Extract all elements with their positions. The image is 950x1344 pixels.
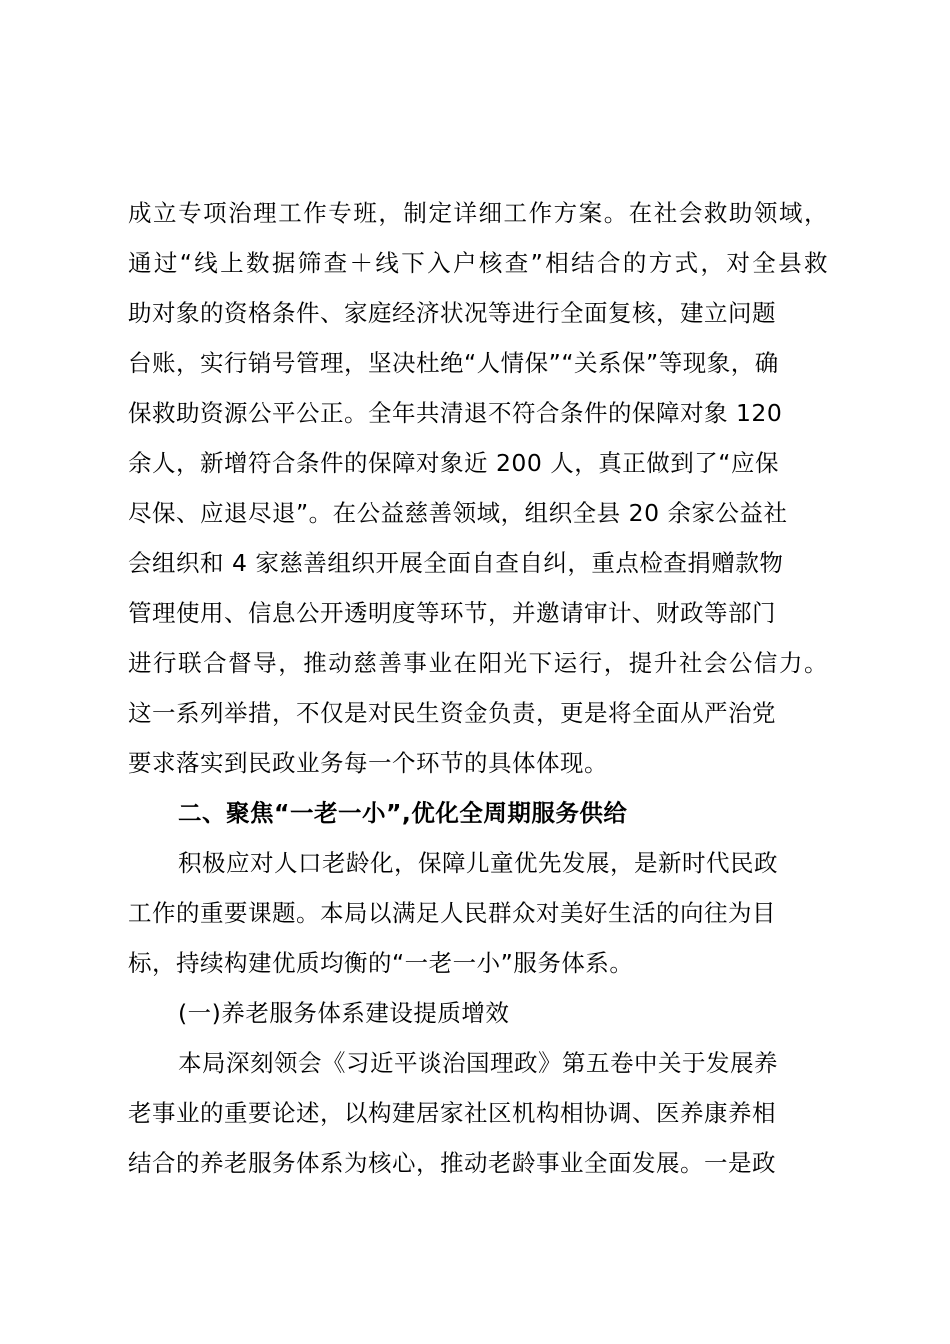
body-line-2: 通过“线上数据筛查＋线下入户核查”相结合的方式，对全县救 (128, 249, 828, 277)
body-line-9: 管理使用、信息公开透明度等环节，并邀请审计、财政等部门 (128, 599, 776, 627)
body-line-20: 结合的养老服务体系为核心，推动老龄事业全面发展。一是政 (128, 1149, 776, 1177)
body-line-7: 尽保、应退尽退”。在公益慈善领域，组织全县 20 余家公益社 (128, 499, 788, 527)
body-line-19: 老事业的重要论述，以构建居家社区机构相协调、医养康养相 (128, 1099, 776, 1127)
body-line-10: 进行联合督导，推动慈善事业在阳光下运行，提升社会公信力。 (128, 649, 828, 677)
subsection-heading: (一)养老服务体系建设提质增效 (178, 999, 510, 1027)
body-line-5: 保救助资源公平公正。全年共清退不符合条件的保障对象 120 (128, 399, 783, 427)
body-line-18: 本局深刻领会《习近平谈治国理政》第五卷中关于发展养 (178, 1049, 778, 1077)
body-line-16: 标，持续构建优质均衡的“一老一小”服务体系。 (128, 949, 634, 977)
body-line-8: 会组织和 4 家慈善组织开展全面自查自纠，重点检查捐赠款物 (128, 549, 784, 577)
body-line-3: 助对象的资格条件、家庭经济状况等进行全面复核，建立问题 (128, 299, 776, 327)
body-line-1: 成立专项治理工作专班，制定详细工作方案。在社会救助领域， (128, 199, 828, 227)
body-line-6: 余人，新增符合条件的保障对象近 200 人，真正做到了“应保 (128, 449, 779, 477)
body-line-15: 工作的重要课题。本局以满足人民群众对美好生活的向往为目 (128, 899, 776, 927)
body-line-11: 这一系列举措，不仅是对民生资金负责，更是将全面从严治党 (128, 699, 776, 727)
body-line-14: 积极应对人口老龄化，保障儿童优先发展，是新时代民政 (178, 849, 778, 877)
section-heading: 二、聚焦“一老一小”,优化全周期服务供给 (178, 799, 628, 827)
body-line-12: 要求落实到民政业务每一个环节的具体体现。 (128, 749, 608, 777)
body-line-4: 台账，实行销号管理，坚决杜绝“人情保”“关系保”等现象，确 (128, 349, 779, 377)
